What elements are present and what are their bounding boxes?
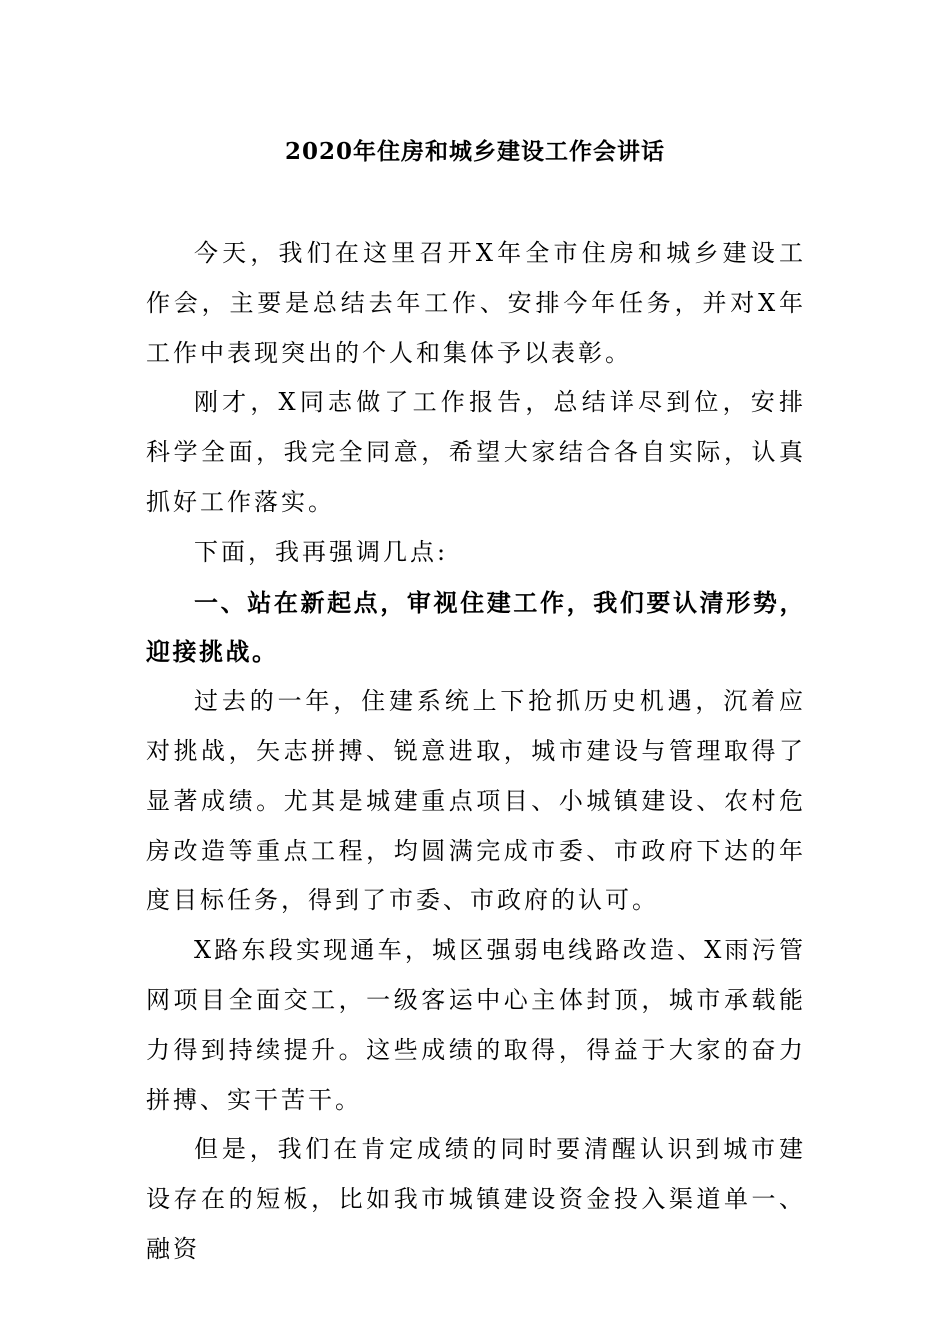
paragraph-opening: 今天，我们在这里召开X年全市住房和城乡建设工作会，主要是总结去年工作、安排今年任务，并对X年工作中表现突出的个人和集体予以表彰。 xyxy=(146,239,806,367)
document-body xyxy=(146,229,806,1275)
paragraph-achievements: X路东段实现通车，城区强弱电线路改造、X雨污管网项目全面交工，一级客运中心主体封顶，城市承载能力得到持续提升。这些成绩的取得，得益于大家的奋力拼搏、实干苦干。 xyxy=(146,936,806,1114)
paragraph-report-agreement: 刚才，X同志做了工作报告，总结详尽到位，安排科学全面，我完全同意，希望大家结合各自实际，认真抓好工作落实。 xyxy=(146,388,806,516)
paragraph-past-year: 过去的一年，住建系统上下抢抓历史机遇，沉着应对挑战，矢志拼搏、锐意进取，城市建设与管理取得了显著成绩。尤其是城建重点项目、小城镇建设、农村危房改造等重点工程，均圆满完成市委、市政府下达的年度目标任务，得到了市委、市政府的认可。 xyxy=(146,687,806,915)
section-heading-1: 一、站在新起点，审视住建工作，我们要认清形势，迎接挑战。 xyxy=(146,587,806,667)
paragraph-emphasis-intro: 下面，我再强调几点: xyxy=(194,537,449,566)
paragraph-shortcomings: 但是，我们在肯定成绩的同时要清醒认识到城市建设存在的短板，比如我市城镇建设资金投入渠道单一、融资 xyxy=(146,1135,806,1263)
document-title: 2020年住房和城乡建设工作会讲话 xyxy=(284,138,665,165)
